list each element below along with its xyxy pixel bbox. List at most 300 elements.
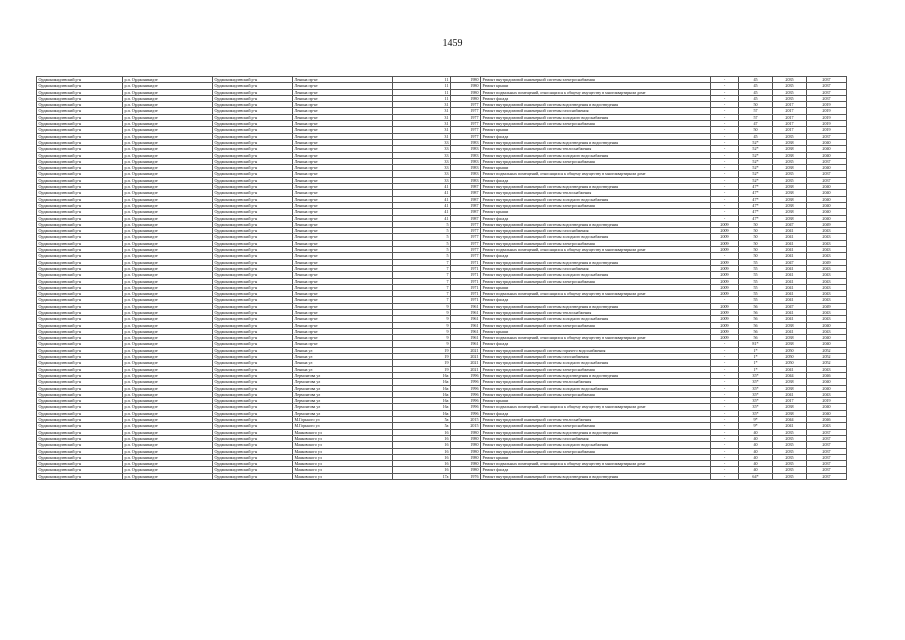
end-year-cell: 2037: [807, 133, 847, 139]
district-cell: Орджоникидзевский р-н: [37, 284, 123, 290]
last-repair-year-cell: -: [711, 89, 739, 95]
end-year-cell: 2040: [807, 404, 847, 410]
end-year-cell: 2019: [807, 114, 847, 120]
start-year-cell: 2017: [773, 398, 807, 404]
locality-cell: р.п. Орджоникидзе: [123, 316, 213, 322]
district-cell: Орджоникидзевский р-н: [37, 429, 123, 435]
wear-percent-cell: 45: [739, 133, 773, 139]
start-year-cell: 2041: [773, 297, 807, 303]
district-cell: Орджоникидзевский р-н: [37, 95, 123, 101]
wear-percent-cell: 47*: [739, 209, 773, 215]
street-cell: Ленина пр-кт: [293, 284, 393, 290]
street-cell: Ленина пр-кт: [293, 303, 393, 309]
end-year-cell: 2040: [807, 152, 847, 158]
last-repair-year-cell: -: [711, 139, 739, 145]
build-year-cell: 1971: [451, 265, 481, 271]
last-repair-year-cell: -: [711, 152, 739, 158]
house-number-cell: 7: [393, 278, 451, 284]
build-year-cell: 2015: [451, 423, 481, 429]
work-type-cell: Ремонт фасада: [481, 467, 711, 473]
wear-percent-cell: 40: [739, 448, 773, 454]
district-cell: Орджоникидзевский р-н: [37, 410, 123, 416]
locality-cell: р.п. Орджоникидзе: [123, 278, 213, 284]
start-year-cell: 2041: [773, 423, 807, 429]
district-cell: Орджоникидзевский р-н: [37, 184, 123, 190]
municipality-cell: Орджоникидзевский р-н: [213, 335, 293, 341]
wear-percent-cell: 52*: [739, 139, 773, 145]
wear-percent-cell: 1*: [739, 354, 773, 360]
municipality-cell: Орджоникидзевский р-н: [213, 379, 293, 385]
district-cell: Орджоникидзевский р-н: [37, 146, 123, 152]
last-repair-year-cell: -: [711, 165, 739, 171]
build-year-cell: 1971: [451, 284, 481, 290]
locality-cell: р.п. Орджоникидзе: [123, 196, 213, 202]
house-number-cell: 16: [393, 435, 451, 441]
street-cell: Ленина пр-кт: [293, 335, 393, 341]
end-year-cell: 2037: [807, 435, 847, 441]
start-year-cell: 2044: [773, 372, 807, 378]
house-number-cell: 7: [393, 284, 451, 290]
end-year-cell: 2043: [807, 309, 847, 315]
locality-cell: р.п. Орджоникидзе: [123, 265, 213, 271]
last-repair-year-cell: -: [711, 448, 739, 454]
municipality-cell: Орджоникидзевский р-н: [213, 133, 293, 139]
locality-cell: р.п. Орджоникидзе: [123, 240, 213, 246]
district-cell: Орджоникидзевский р-н: [37, 253, 123, 259]
end-year-cell: 2040: [807, 379, 847, 385]
work-type-cell: Ремонт подвальных помещений, относящихся к общему имуществу в многоквартирном доме: [481, 335, 711, 341]
house-number-cell: 9: [393, 322, 451, 328]
last-repair-year-cell: -: [711, 158, 739, 164]
work-type-cell: Ремонт подвальных помещений, относящихся к общему имуществу в многоквартирном доме: [481, 461, 711, 467]
wear-percent-cell: 35*: [739, 379, 773, 385]
municipality-cell: Орджоникидзевский р-н: [213, 152, 293, 158]
house-number-cell: 33: [393, 146, 451, 152]
end-year-cell: 2049: [807, 221, 847, 227]
district-cell: Орджоникидзевский р-н: [37, 202, 123, 208]
start-year-cell: 2035: [773, 454, 807, 460]
municipality-cell: Орджоникидзевский р-н: [213, 146, 293, 152]
build-year-cell: 1983: [451, 146, 481, 152]
street-cell: Ленина пр-кт: [293, 152, 393, 158]
district-cell: Орджоникидзевский р-н: [37, 165, 123, 171]
house-number-cell: 16а: [393, 398, 451, 404]
district-cell: Орджоникидзевский р-н: [37, 347, 123, 353]
wear-percent-cell: 45: [739, 83, 773, 89]
district-cell: Орджоникидзевский р-н: [37, 77, 123, 83]
end-year-cell: 2040: [807, 196, 847, 202]
start-year-cell: 2017: [773, 114, 807, 120]
last-repair-year-cell: 2009: [711, 303, 739, 309]
work-type-cell: Ремонт внутридомовой инженерной системы электроснабжения: [481, 322, 711, 328]
house-number-cell: 19: [393, 347, 451, 353]
work-type-cell: Ремонт подвальных помещений, относящихся к общему имуществу в многоквартирном доме: [481, 171, 711, 177]
municipality-cell: Орджоникидзевский р-н: [213, 196, 293, 202]
house-number-cell: 11: [393, 89, 451, 95]
house-number-cell: 16: [393, 429, 451, 435]
work-type-cell: Ремонт внутридомовой инженерной системы газоснабжения: [481, 354, 711, 360]
municipality-cell: Орджоникидзевский р-н: [213, 467, 293, 473]
street-cell: Лермонтова ул: [293, 404, 393, 410]
locality-cell: р.п. Орджоникидзе: [123, 83, 213, 89]
wear-percent-cell: 57: [739, 108, 773, 114]
build-year-cell: 1977: [451, 253, 481, 259]
street-cell: Маяковского ул: [293, 473, 393, 479]
start-year-cell: 2038: [773, 152, 807, 158]
work-type-cell: Ремонт внутридомовой инженерной системы электроснабжения: [481, 202, 711, 208]
work-type-cell: Ремонт крыши: [481, 328, 711, 334]
work-type-cell: Ремонт фасада: [481, 133, 711, 139]
locality-cell: р.п. Орджоникидзе: [123, 366, 213, 372]
start-year-cell: 2035: [773, 442, 807, 448]
build-year-cell: 1971: [451, 259, 481, 265]
wear-percent-cell: 64*: [739, 473, 773, 479]
locality-cell: р.п. Орджоникидзе: [123, 404, 213, 410]
work-type-cell: Ремонт внутридомовой инженерной системы газоснабжения: [481, 228, 711, 234]
house-number-cell: 31: [393, 102, 451, 108]
work-type-cell: Ремонт внутридомовой инженерной системы электроснабжения: [481, 77, 711, 83]
build-year-cell: 1977: [451, 234, 481, 240]
house-number-cell: 5: [393, 240, 451, 246]
last-repair-year-cell: -: [711, 379, 739, 385]
build-year-cell: 1977: [451, 221, 481, 227]
wear-percent-cell: 56: [739, 328, 773, 334]
street-cell: Ленина пр-кт: [293, 77, 393, 83]
street-cell: Ленина пр-кт: [293, 291, 393, 297]
work-type-cell: Ремонт внутридомовой инженерной системы водоотведения и водоотведения: [481, 259, 711, 265]
start-year-cell: 2035: [773, 83, 807, 89]
last-repair-year-cell: -: [711, 429, 739, 435]
wear-percent-cell: 40: [739, 467, 773, 473]
locality-cell: р.п. Орджоникидзе: [123, 391, 213, 397]
work-type-cell: Ремонт подвальных помещений, относящихся к общему имуществу в многоквартирном доме: [481, 89, 711, 95]
district-cell: Орджоникидзевский р-н: [37, 297, 123, 303]
house-number-cell: 9: [393, 341, 451, 347]
last-repair-year-cell: 2009: [711, 291, 739, 297]
start-year-cell: 2035: [773, 133, 807, 139]
locality-cell: р.п. Орджоникидзе: [123, 165, 213, 171]
house-number-cell: 41: [393, 196, 451, 202]
end-year-cell: 2037: [807, 473, 847, 479]
end-year-cell: 2043: [807, 240, 847, 246]
work-type-cell: Ремонт внутридомовой инженерной системы водоотведения и водоотведения: [481, 102, 711, 108]
work-type-cell: Ремонт подвальных помещений, относящихся к общему имуществу в многоквартирном доме: [481, 404, 711, 410]
municipality-cell: Орджоникидзевский р-н: [213, 391, 293, 397]
build-year-cell: 1983: [451, 158, 481, 164]
district-cell: Орджоникидзевский р-н: [37, 247, 123, 253]
locality-cell: р.п. Орджоникидзе: [123, 228, 213, 234]
end-year-cell: 2037: [807, 429, 847, 435]
house-number-cell: 33: [393, 177, 451, 183]
house-number-cell: 16: [393, 467, 451, 473]
work-type-cell: Ремонт внутридомовой инженерной системы водоотведения и водоотведения: [481, 429, 711, 435]
street-cell: Маяковского ул: [293, 448, 393, 454]
last-repair-year-cell: -: [711, 108, 739, 114]
wear-percent-cell: 40: [739, 435, 773, 441]
wear-percent-cell: 35*: [739, 398, 773, 404]
street-cell: Ленина пр-кт: [293, 196, 393, 202]
build-year-cell: 1980: [451, 89, 481, 95]
street-cell: Ленина пр-кт: [293, 309, 393, 315]
end-year-cell: 2040: [807, 215, 847, 221]
build-year-cell: 1987: [451, 202, 481, 208]
build-year-cell: 1980: [451, 461, 481, 467]
build-year-cell: 1980: [451, 454, 481, 460]
work-type-cell: Ремонт внутридомовой инженерной системы электроснабжения: [481, 158, 711, 164]
street-cell: Ленина пр-кт: [293, 177, 393, 183]
build-year-cell: 1996: [451, 410, 481, 416]
municipality-cell: Орджоникидзевский р-н: [213, 247, 293, 253]
district-cell: Орджоникидзевский р-н: [37, 196, 123, 202]
municipality-cell: Орджоникидзевский р-н: [213, 417, 293, 423]
end-year-cell: 2040: [807, 341, 847, 347]
locality-cell: р.п. Орджоникидзе: [123, 303, 213, 309]
street-cell: Ленина пр-кт: [293, 215, 393, 221]
wear-percent-cell: 56: [739, 309, 773, 315]
start-year-cell: 2041: [773, 391, 807, 397]
house-number-cell: 31: [393, 127, 451, 133]
street-cell: Ленина пр-кт: [293, 89, 393, 95]
wear-percent-cell: 50: [739, 127, 773, 133]
locality-cell: р.п. Орджоникидзе: [123, 473, 213, 479]
house-number-cell: 7: [393, 259, 451, 265]
district-cell: Орджоникидзевский р-н: [37, 83, 123, 89]
house-number-cell: 7: [393, 272, 451, 278]
wear-percent-cell: 56: [739, 303, 773, 309]
street-cell: Маяковского ул: [293, 435, 393, 441]
district-cell: Орджоникидзевский р-н: [37, 158, 123, 164]
start-year-cell: 2035: [773, 158, 807, 164]
municipality-cell: Орджоникидзевский р-н: [213, 184, 293, 190]
last-repair-year-cell: -: [711, 146, 739, 152]
street-cell: Ленина ул: [293, 347, 393, 353]
work-type-cell: Ремонт внутридомовой инженерной системы горячего водоснабжения: [481, 347, 711, 353]
build-year-cell: 1977: [451, 102, 481, 108]
end-year-cell: 2037: [807, 454, 847, 460]
wear-percent-cell: 1*: [739, 360, 773, 366]
municipality-cell: Орджоникидзевский р-н: [213, 322, 293, 328]
build-year-cell: 1980: [451, 448, 481, 454]
last-repair-year-cell: -: [711, 341, 739, 347]
last-repair-year-cell: 2009: [711, 309, 739, 315]
wear-percent-cell: 47*: [739, 215, 773, 221]
build-year-cell: 2015: [451, 417, 481, 423]
build-year-cell: 1987: [451, 184, 481, 190]
last-repair-year-cell: 2009: [711, 247, 739, 253]
work-type-cell: Ремонт внутридомовой инженерной системы холодного водоснабжения: [481, 442, 711, 448]
district-cell: Орджоникидзевский р-н: [37, 114, 123, 120]
last-repair-year-cell: 2009: [711, 234, 739, 240]
municipality-cell: Орджоникидзевский р-н: [213, 366, 293, 372]
build-year-cell: 1980: [451, 435, 481, 441]
build-year-cell: 1996: [451, 391, 481, 397]
district-cell: Орджоникидзевский р-н: [37, 473, 123, 479]
locality-cell: р.п. Орджоникидзе: [123, 341, 213, 347]
last-repair-year-cell: -: [711, 417, 739, 423]
wear-percent-cell: 55: [739, 278, 773, 284]
start-year-cell: 2038: [773, 209, 807, 215]
street-cell: Лермонтова ул: [293, 385, 393, 391]
district-cell: Орджоникидзевский р-н: [37, 385, 123, 391]
locality-cell: р.п. Орджоникидзе: [123, 190, 213, 196]
locality-cell: р.п. Орджоникидзе: [123, 435, 213, 441]
last-repair-year-cell: -: [711, 171, 739, 177]
build-year-cell: 2021: [451, 360, 481, 366]
start-year-cell: 2041: [773, 228, 807, 234]
start-year-cell: 2038: [773, 190, 807, 196]
street-cell: Ленина пр-кт: [293, 95, 393, 101]
work-type-cell: Ремонт внутридомовой инженерной системы холодного водоснабжения: [481, 152, 711, 158]
street-cell: Ленина пр-кт: [293, 247, 393, 253]
build-year-cell: 1961: [451, 335, 481, 341]
locality-cell: р.п. Орджоникидзе: [123, 209, 213, 215]
street-cell: Ленина пр-кт: [293, 278, 393, 284]
last-repair-year-cell: -: [711, 202, 739, 208]
street-cell: Ленина пр-кт: [293, 202, 393, 208]
house-number-cell: 7: [393, 291, 451, 297]
municipality-cell: Орджоникидзевский р-н: [213, 108, 293, 114]
street-cell: Ленина пр-кт: [293, 102, 393, 108]
locality-cell: р.п. Орджоникидзе: [123, 272, 213, 278]
last-repair-year-cell: -: [711, 461, 739, 467]
end-year-cell: 2019: [807, 398, 847, 404]
street-cell: Ленина пр-кт: [293, 265, 393, 271]
street-cell: Ленина пр-кт: [293, 146, 393, 152]
end-year-cell: 2019: [807, 121, 847, 127]
last-repair-year-cell: 2009: [711, 316, 739, 322]
wear-percent-cell: 52*: [739, 177, 773, 183]
municipality-cell: Орджоникидзевский р-н: [213, 121, 293, 127]
start-year-cell: 2017: [773, 121, 807, 127]
house-number-cell: 11: [393, 77, 451, 83]
end-year-cell: 2037: [807, 448, 847, 454]
wear-percent-cell: 50: [739, 247, 773, 253]
work-type-cell: Ремонт крыши: [481, 209, 711, 215]
municipality-cell: Орджоникидзевский р-н: [213, 309, 293, 315]
wear-percent-cell: 45: [739, 89, 773, 95]
locality-cell: р.п. Орджоникидзе: [123, 89, 213, 95]
locality-cell: р.п. Орджоникидзе: [123, 423, 213, 429]
wear-percent-cell: 1*: [739, 366, 773, 372]
wear-percent-cell: 56: [739, 335, 773, 341]
locality-cell: р.п. Орджоникидзе: [123, 259, 213, 265]
wear-percent-cell: 9*: [739, 423, 773, 429]
municipality-cell: Орджоникидзевский р-н: [213, 429, 293, 435]
house-number-cell: 5а: [393, 417, 451, 423]
district-cell: Орджоникидзевский р-н: [37, 309, 123, 315]
start-year-cell: 2038: [773, 196, 807, 202]
district-cell: Орджоникидзевский р-н: [37, 461, 123, 467]
house-number-cell: 9: [393, 303, 451, 309]
end-year-cell: 2037: [807, 171, 847, 177]
house-number-cell: 41: [393, 209, 451, 215]
house-number-cell: 33: [393, 139, 451, 145]
work-type-cell: Ремонт крыши: [481, 83, 711, 89]
wear-percent-cell: 56: [739, 322, 773, 328]
last-repair-year-cell: -: [711, 77, 739, 83]
municipality-cell: Орджоникидзевский р-н: [213, 328, 293, 334]
wear-percent-cell: 81*: [739, 341, 773, 347]
street-cell: Ленина пр-кт: [293, 272, 393, 278]
municipality-cell: Орджоникидзевский р-н: [213, 139, 293, 145]
municipality-cell: Орджоникидзевский р-н: [213, 435, 293, 441]
locality-cell: р.п. Орджоникидзе: [123, 297, 213, 303]
build-year-cell: 1987: [451, 196, 481, 202]
municipality-cell: Орджоникидзевский р-н: [213, 114, 293, 120]
street-cell: Ленина пр-кт: [293, 240, 393, 246]
end-year-cell: 2040: [807, 202, 847, 208]
work-type-cell: Ремонт фасада: [481, 410, 711, 416]
district-cell: Орджоникидзевский р-н: [37, 177, 123, 183]
start-year-cell: 2035: [773, 435, 807, 441]
locality-cell: р.п. Орджоникидзе: [123, 398, 213, 404]
house-number-cell: 33: [393, 171, 451, 177]
district-cell: Орджоникидзевский р-н: [37, 240, 123, 246]
last-repair-year-cell: -: [711, 133, 739, 139]
locality-cell: р.п. Орджоникидзе: [123, 417, 213, 423]
wear-percent-cell: 40: [739, 461, 773, 467]
work-type-cell: Ремонт внутридомовой инженерной системы электроснабжения: [481, 366, 711, 372]
work-type-cell: Ремонт внутридомовой инженерной системы электроснабжения: [481, 423, 711, 429]
wear-percent-cell: 52*: [739, 171, 773, 177]
build-year-cell: 1976: [451, 473, 481, 479]
municipality-cell: Орджоникидзевский р-н: [213, 410, 293, 416]
start-year-cell: 2041: [773, 328, 807, 334]
last-repair-year-cell: -: [711, 391, 739, 397]
locality-cell: р.п. Орджоникидзе: [123, 253, 213, 259]
locality-cell: р.п. Орджоникидзе: [123, 309, 213, 315]
locality-cell: р.п. Орджоникидзе: [123, 77, 213, 83]
last-repair-year-cell: 2009: [711, 278, 739, 284]
start-year-cell: 2041: [773, 284, 807, 290]
build-year-cell: 1996: [451, 385, 481, 391]
street-cell: Ленина пр-кт: [293, 328, 393, 334]
locality-cell: р.п. Орджоникидзе: [123, 234, 213, 240]
end-year-cell: 2043: [807, 328, 847, 334]
municipality-cell: Орджоникидзевский р-н: [213, 240, 293, 246]
wear-percent-cell: 1*: [739, 347, 773, 353]
build-year-cell: 1996: [451, 379, 481, 385]
house-number-cell: 5: [393, 228, 451, 234]
locality-cell: р.п. Орджоникидзе: [123, 385, 213, 391]
last-repair-year-cell: -: [711, 442, 739, 448]
build-year-cell: 1977: [451, 127, 481, 133]
house-number-cell: 16: [393, 461, 451, 467]
start-year-cell: 2038: [773, 215, 807, 221]
house-number-cell: 9: [393, 328, 451, 334]
work-type-cell: Ремонт внутридомовой инженерной системы холодного водоснабжения: [481, 196, 711, 202]
build-year-cell: 1977: [451, 108, 481, 114]
street-cell: Ленина ул: [293, 360, 393, 366]
work-type-cell: Ремонт внутридомовой инженерной системы водоотведения и водоотведения: [481, 139, 711, 145]
municipality-cell: Орджоникидзевский р-н: [213, 360, 293, 366]
street-cell: Ленина пр-кт: [293, 228, 393, 234]
locality-cell: р.п. Орджоникидзе: [123, 114, 213, 120]
end-year-cell: 2037: [807, 77, 847, 83]
street-cell: Ленина пр-кт: [293, 253, 393, 259]
build-year-cell: 1977: [451, 228, 481, 234]
district-cell: Орджоникидзевский р-н: [37, 341, 123, 347]
wear-percent-cell: 50: [739, 221, 773, 227]
start-year-cell: 2038: [773, 184, 807, 190]
municipality-cell: Орджоникидзевский р-н: [213, 316, 293, 322]
municipality-cell: Орджоникидзевский р-н: [213, 102, 293, 108]
start-year-cell: 2035: [773, 95, 807, 101]
last-repair-year-cell: -: [711, 121, 739, 127]
district-cell: Орджоникидзевский р-н: [37, 234, 123, 240]
municipality-cell: Орджоникидзевский р-н: [213, 77, 293, 83]
district-cell: Орджоникидзевский р-н: [37, 108, 123, 114]
